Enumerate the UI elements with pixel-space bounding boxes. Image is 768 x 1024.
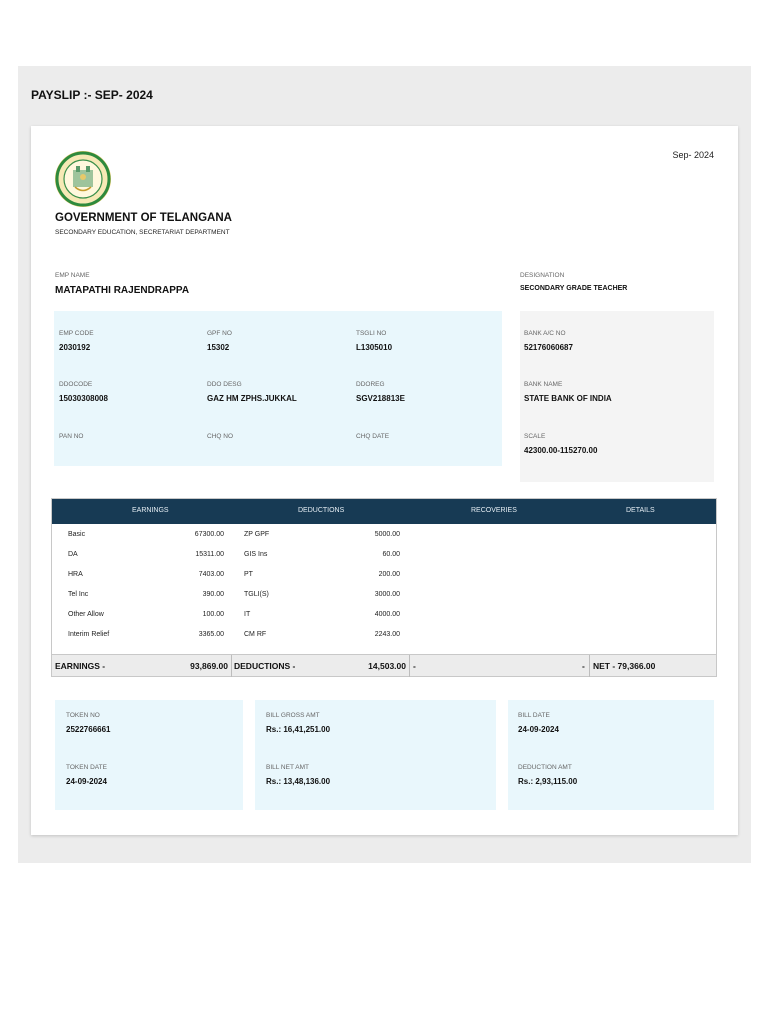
net-pay: NET - 79,366.00 [593,661,656,671]
deduction-amount: 5000.00 [374,531,400,538]
emp-code-value: 2030192 [59,343,91,352]
token-date-value: 24-09-2024 [66,777,107,786]
payslip-period: Sep- 2024 [672,150,714,160]
bill-gross-label: BILL GROSS AMT [266,712,320,719]
ddodesg-label: DDO DESG [207,381,242,388]
totals-divider [589,655,590,677]
designation-value: SECONDARY GRADE TEACHER [520,285,628,292]
deduction-name: CM RF [244,631,267,638]
bill-net-value: Rs.: 13,48,136.00 [266,777,331,786]
earning-amount: 390.00 [202,591,224,598]
pan-field [59,433,83,446]
ddocode-label: DDOCODE [59,381,93,388]
telangana-emblem-icon [54,150,112,208]
bill-date-value: 24-09-2024 [518,725,559,734]
totals-divider [409,655,410,677]
earning-name: Other Allow [68,611,104,618]
ddodesg-field [207,381,297,403]
payslip-container [18,66,751,863]
emp-code-label: EMP CODE [59,330,94,337]
scale-value: 42300.00-115270.00 [524,446,598,455]
header-details: DETAILS [626,507,655,514]
total-earnings-label: EARNINGS - [55,661,106,671]
designation-block [520,272,627,292]
earning-amount: 100.00 [202,611,224,618]
earning-amount: 7403.00 [198,571,224,578]
token-date-label: TOKEN DATE [66,764,107,771]
total-recoveries-left: - [413,661,416,671]
deduction-name: ZP GPF [244,531,270,538]
total-earnings-value: 93,869.00 [190,661,228,671]
deduction-name: IT [244,611,251,618]
pay-table-header [52,499,716,524]
header-deductions: DEDUCTIONS [298,507,345,514]
bill-net-label: BILL NET AMT [266,764,309,771]
employee-info-panel [54,311,502,466]
employee-name-block [55,272,189,296]
header-earnings: EARNINGS [132,507,169,514]
earning-name: Tel Inc [68,591,89,598]
earning-amount: 67300.00 [194,531,224,538]
bill-gross-value: Rs.: 16,41,251.00 [266,725,331,734]
token-date-field [66,764,107,786]
deduction-amount: 2243.00 [374,631,400,638]
bill-amount-panel [255,700,496,810]
deduction-amount: 200.00 [378,571,400,578]
ddocode-value: 15030308008 [59,394,108,403]
deduction-amt-value: Rs.: 2,93,115.00 [518,777,578,786]
org-name: GOVERNMENT OF TELANGANA [55,212,232,224]
gpf-label: GPF NO [207,330,232,337]
bank-name-field [524,381,612,403]
gpf-field [207,330,232,352]
bill-net-field [266,764,330,786]
deduction-name: GIS Ins [244,551,268,558]
earning-name: DA [68,551,78,558]
deduction-amount: 60.00 [382,551,400,558]
chqdate-label: CHQ DATE [356,433,390,440]
bank-acno-label: BANK A/C NO [524,330,566,337]
chqdate-field [356,433,389,446]
gpf-value: 15302 [207,343,230,352]
employee-name-label: EMP NAME [55,272,90,279]
total-deductions-value: 14,503.00 [368,661,406,671]
scale-label: SCALE [524,433,546,440]
pay-table [51,498,717,677]
earning-name: Interim Relief [68,631,110,638]
ddocode-field [59,381,108,403]
bank-name-label: BANK NAME [524,381,563,388]
chq-label: CHQ NO [207,433,233,440]
tsgli-label: TSGLI NO [356,330,387,337]
bank-acno-field [524,330,573,352]
tsgli-field [356,330,392,352]
earning-amount: 15311.00 [195,551,224,558]
ddoreg-field [356,381,405,403]
header-recoveries: RECOVERIES [471,507,517,514]
bank-info-panel [520,311,714,482]
token-no-field [66,712,111,734]
bank-name-value: STATE BANK OF INDIA [524,394,612,403]
token-no-value: 2522766661 [66,725,111,734]
emp-code-field [59,330,94,352]
totals-divider [231,655,232,677]
earning-name: Basic [68,531,86,538]
deduction-amount: 4000.00 [374,611,400,618]
payslip-card [31,126,738,835]
bill-gross-field [266,712,330,734]
totals-row [52,654,716,676]
org-department: SECONDARY EDUCATION, SECRETARIAT DEPARTMENT [55,229,230,236]
earning-name: HRA [68,571,83,578]
employee-name: MATAPATHI RAJENDRAPPA [55,285,190,296]
designation-label: DESIGNATION [520,272,565,279]
chq-field [207,433,233,446]
scale-field [524,433,597,455]
ddoreg-value: SGV218813E [356,394,405,403]
token-panel [55,700,243,810]
ddodesg-value: GAZ HM ZPHS.JUKKAL [207,394,297,403]
token-no-label: TOKEN NO [66,712,100,719]
bank-acno-value: 52176060687 [524,343,573,352]
deduction-name: TGLI(S) [244,591,269,598]
bill-date-panel [508,700,714,810]
earning-amount: 3365.00 [198,631,224,638]
page-title: PAYSLIP :- SEP- 2024 [31,88,153,102]
deduction-name: PT [244,571,253,578]
pan-label: PAN NO [59,433,84,440]
ddoreg-label: DDOREG [356,381,385,388]
tsgli-value: L1305010 [356,343,393,352]
total-deductions-label: DEDUCTIONS - [234,661,296,671]
deduction-amt-field [518,764,577,786]
total-recoveries-right: - [582,661,585,671]
deduction-amt-label: DEDUCTION AMT [518,764,572,771]
bill-date-field [518,712,559,734]
deduction-amount: 3000.00 [374,591,400,598]
bill-date-label: BILL DATE [518,712,550,719]
